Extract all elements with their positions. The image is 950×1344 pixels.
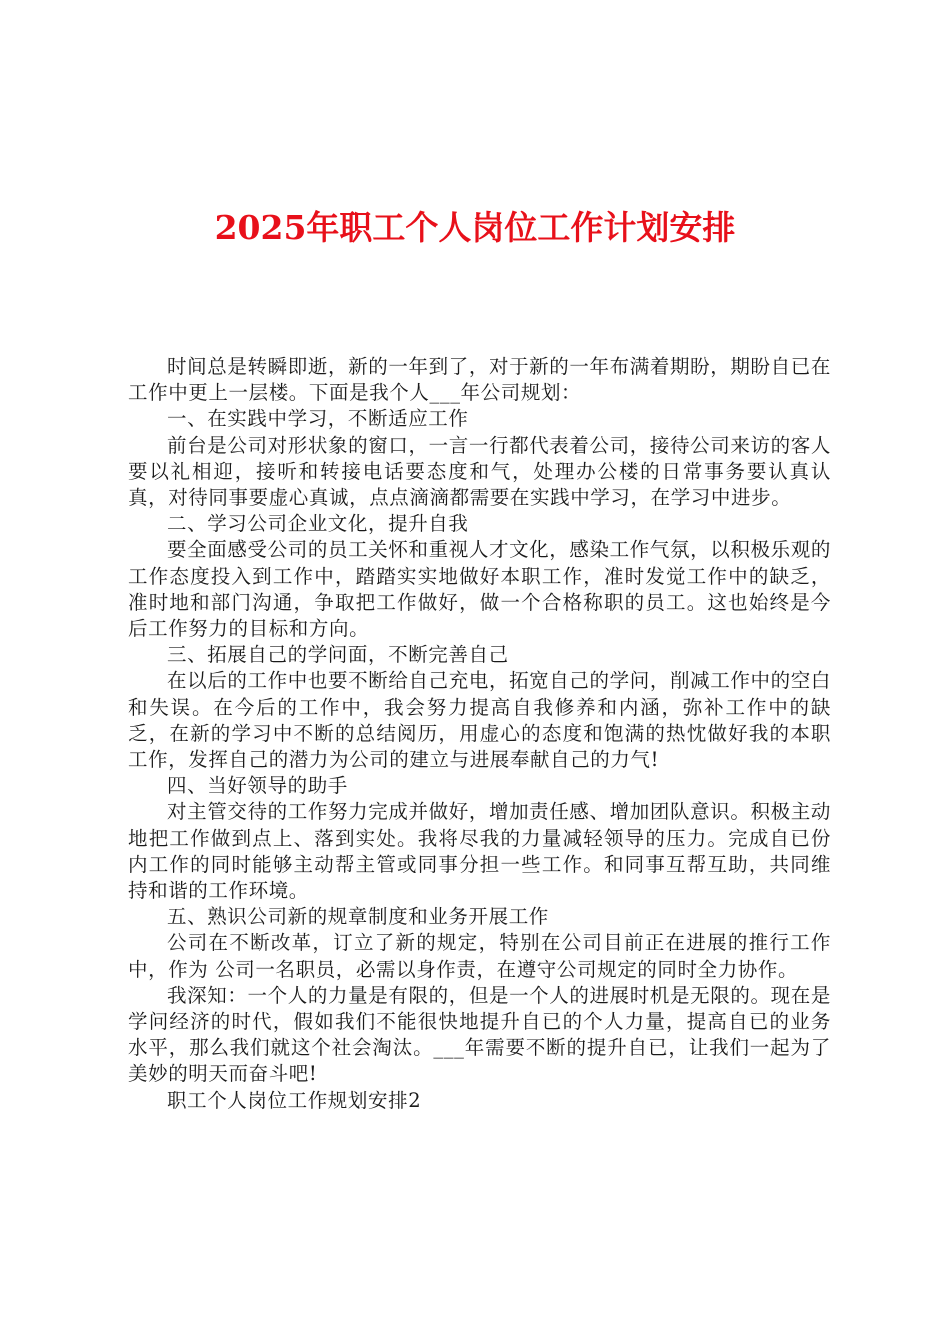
paragraph-conclusion: 我深知：一个人的力量是有限的，但是一个人的进展时机是无限的。现在是学问经济的时代，假如我们不能很快地提升自已的个人力量，提高自已的业务水平，那么我们就这个社会淘汰。___年需要不断的提升自已，让我们一起为了美妙的明天而奋斗吧! <box>128 983 831 1086</box>
next-document-heading: 职工个人岗位工作规划安排2 <box>167 1088 422 1112</box>
paragraph-section-5: 公司在不断改革，订立了新的规定，特别在公司目前正在进展的推行工作中，作为 公司一名职员，必需以身作责，在遵守公司规定的同时全力协作。 <box>128 931 831 981</box>
document-title: 2025年职工个人岗位工作计划安排 <box>214 208 736 247</box>
heading-section-3: 三、拓展自己的学问面，不断完善自己 <box>167 643 509 667</box>
heading-section-1: 一、在实践中学习，不断适应工作 <box>167 407 469 431</box>
paragraph-section-4: 对主管交待的工作努力完成并做好，增加责任感、增加团队意识。积极主动地把工作做到点上、落到实处。我将尽我的力量减轻领导的压力。完成自已份内工作的同时能够主动帮主管或同事分担一些工作。和同事互帮互助，共同维持和谐的工作环境。 <box>128 800 831 903</box>
heading-section-5: 五、熟识公司新的规章制度和业务开展工作 <box>167 905 549 929</box>
paragraph-section-1: 前台是公司对形状象的窗口，一言一行都代表着公司，接待公司来访的客人要以礼相迎，接听和转接电话要态度和气，处理办公楼的日常事务要认真认真，对待同事要虚心真诚，点点滴滴都需要在实践中学习，在学习中进步。 <box>128 433 831 510</box>
paragraph-intro: 时间总是转瞬即逝，新的一年到了，对于新的一年布满着期盼，期盼自已在工作中更上一层楼。下面是我个人___年公司规划： <box>128 355 831 405</box>
heading-section-4: 四、当好领导的助手 <box>167 774 348 798</box>
paragraph-section-2: 要全面感受公司的员工关怀和重视人才文化，感染工作气氛，以积极乐观的工作态度投入到工作中，踏踏实实地做好本职工作，准时发觉工作中的缺乏，准时地和部门沟通，争取把工作做好，做一个合格称职的员工。这也始终是今后工作努力的目标和方向。 <box>128 538 831 641</box>
heading-section-2: 二、学习公司企业文化，提升自我 <box>167 512 469 536</box>
document-body <box>128 354 831 1114</box>
paragraph-section-3: 在以后的工作中也要不断给自己充电，拓宽自己的学问，削减工作中的空白和失误。在今后的工作中，我会努力提高自我修养和内涵，弥补工作中的缺乏，在新的学习中不断的总结阅历，用虚心的态度和饱满的热忱做好我的本职工作，发挥自己的潜力为公司的建立与进展奉献自己的力气! <box>128 669 831 772</box>
